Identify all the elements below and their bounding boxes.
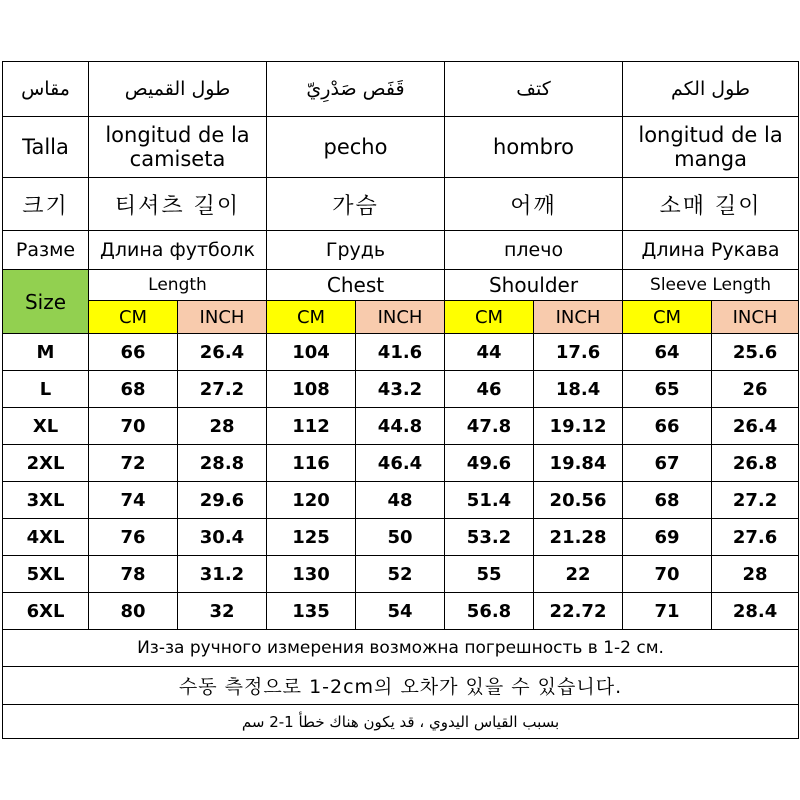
note-row-russian — [3, 630, 799, 667]
cell-value: 46 — [445, 371, 534, 408]
cell-value: 72 — [89, 445, 178, 482]
cell-value: 108 — [267, 371, 356, 408]
shoulder-label-arabic: كتف — [445, 62, 623, 117]
cell-value: 67 — [623, 445, 712, 482]
table-row — [3, 371, 799, 408]
cell-value: 43.2 — [356, 371, 445, 408]
measurement-note-arabic: بسبب القياس اليدوي ، قد يكون هناك خطأ 1-2 سم — [3, 705, 799, 739]
unit-row — [3, 301, 799, 334]
measurement-note-korean: 수동 측정으로 1-2cm의 오차가 있을 수 있습니다. — [3, 667, 799, 705]
sleeve-label-arabic: طول الكم — [623, 62, 799, 117]
unit-cm: CM — [445, 301, 534, 334]
cell-value: 68 — [89, 371, 178, 408]
table-row — [3, 519, 799, 556]
length-header: Length — [89, 270, 267, 301]
length-label-arabic: طول القميص — [89, 62, 267, 117]
header-row-russian — [3, 231, 799, 270]
cell-value: 27.6 — [712, 519, 799, 556]
cell-value: 116 — [267, 445, 356, 482]
cell-value: 22.72 — [534, 593, 623, 630]
cell-value: 19.12 — [534, 408, 623, 445]
cell-value: 56.8 — [445, 593, 534, 630]
header-row-spanish — [3, 117, 799, 178]
size-label-russian: Разме — [3, 231, 89, 270]
cell-value: 76 — [89, 519, 178, 556]
cell-value: 69 — [623, 519, 712, 556]
cell-value: 74 — [89, 482, 178, 519]
sleeve-label-spanish: longitud de la manga — [623, 117, 799, 178]
cell-value: 27.2 — [178, 371, 267, 408]
cell-value: 68 — [623, 482, 712, 519]
size-value: XL — [3, 408, 89, 445]
shoulder-header: Shoulder — [445, 270, 623, 301]
note-row-arabic — [3, 705, 799, 739]
cell-value: 26.4 — [178, 334, 267, 371]
cell-value: 30.4 — [178, 519, 267, 556]
shoulder-label-korean: 어깨 — [445, 178, 623, 231]
cell-value: 29.6 — [178, 482, 267, 519]
sleeve-length-header: Sleeve Length — [623, 270, 799, 301]
unit-inch: INCH — [178, 301, 267, 334]
cell-value: 125 — [267, 519, 356, 556]
cell-value: 66 — [89, 334, 178, 371]
size-value: 6XL — [3, 593, 89, 630]
cell-value: 130 — [267, 556, 356, 593]
cell-value: 135 — [267, 593, 356, 630]
chest-header: Chest — [267, 270, 445, 301]
header-row-arabic — [3, 62, 799, 117]
size-value: 4XL — [3, 519, 89, 556]
cell-value: 112 — [267, 408, 356, 445]
table-row — [3, 445, 799, 482]
length-label-russian: Длина футболк — [89, 231, 267, 270]
cell-value: 25.6 — [712, 334, 799, 371]
chest-label-arabic: قَفَص صَدْرِيّ — [267, 62, 445, 117]
table-row — [3, 334, 799, 371]
unit-inch: INCH — [356, 301, 445, 334]
chest-label-korean: 가슴 — [267, 178, 445, 231]
unit-cm: CM — [623, 301, 712, 334]
size-label-korean: 크기 — [3, 178, 89, 231]
cell-value: 65 — [623, 371, 712, 408]
measurement-note-russian: Из-за ручного измерения возможна погрешность в 1-2 см. — [3, 630, 799, 667]
cell-value: 48 — [356, 482, 445, 519]
cell-value: 66 — [623, 408, 712, 445]
size-value: L — [3, 371, 89, 408]
header-row-english — [3, 270, 799, 301]
length-label-spanish: longitud de la camiseta — [89, 117, 267, 178]
table-row — [3, 482, 799, 519]
unit-cm: CM — [267, 301, 356, 334]
size-value: 3XL — [3, 482, 89, 519]
cell-value: 44 — [445, 334, 534, 371]
cell-value: 55 — [445, 556, 534, 593]
size-label-spanish: Talla — [3, 117, 89, 178]
cell-value: 22 — [534, 556, 623, 593]
cell-value: 80 — [89, 593, 178, 630]
cell-value: 28.8 — [178, 445, 267, 482]
cell-value: 41.6 — [356, 334, 445, 371]
cell-value: 27.2 — [712, 482, 799, 519]
sleeve-label-korean: 소매 길이 — [623, 178, 799, 231]
note-row-korean — [3, 667, 799, 705]
size-value: M — [3, 334, 89, 371]
cell-value: 120 — [267, 482, 356, 519]
size-value: 5XL — [3, 556, 89, 593]
cell-value: 18.4 — [534, 371, 623, 408]
cell-value: 26.4 — [712, 408, 799, 445]
unit-cm: CM — [89, 301, 178, 334]
size-label-arabic: مقاس — [3, 62, 89, 117]
cell-value: 20.56 — [534, 482, 623, 519]
cell-value: 44.8 — [356, 408, 445, 445]
cell-value: 52 — [356, 556, 445, 593]
cell-value: 54 — [356, 593, 445, 630]
cell-value: 32 — [178, 593, 267, 630]
cell-value: 53.2 — [445, 519, 534, 556]
cell-value: 78 — [89, 556, 178, 593]
cell-value: 64 — [623, 334, 712, 371]
cell-value: 28 — [712, 556, 799, 593]
cell-value: 47.8 — [445, 408, 534, 445]
table-row — [3, 408, 799, 445]
shoulder-label-russian: плечо — [445, 231, 623, 270]
table-row — [3, 556, 799, 593]
cell-value: 28.4 — [712, 593, 799, 630]
cell-value: 21.28 — [534, 519, 623, 556]
cell-value: 19.84 — [534, 445, 623, 482]
size-header: Size — [3, 270, 89, 334]
sleeve-label-russian: Длина Рукава — [623, 231, 799, 270]
header-row-korean — [3, 178, 799, 231]
unit-inch: INCH — [534, 301, 623, 334]
length-label-korean: 티셔츠 길이 — [89, 178, 267, 231]
cell-value: 71 — [623, 593, 712, 630]
chest-label-russian: Грудь — [267, 231, 445, 270]
cell-value: 17.6 — [534, 334, 623, 371]
cell-value: 28 — [178, 408, 267, 445]
cell-value: 26.8 — [712, 445, 799, 482]
size-value: 2XL — [3, 445, 89, 482]
cell-value: 50 — [356, 519, 445, 556]
cell-value: 26 — [712, 371, 799, 408]
cell-value: 51.4 — [445, 482, 534, 519]
cell-value: 104 — [267, 334, 356, 371]
table-row — [3, 593, 799, 630]
shoulder-label-spanish: hombro — [445, 117, 623, 178]
unit-inch: INCH — [712, 301, 799, 334]
cell-value: 46.4 — [356, 445, 445, 482]
cell-value: 70 — [89, 408, 178, 445]
chest-label-spanish: pecho — [267, 117, 445, 178]
cell-value: 49.6 — [445, 445, 534, 482]
size-chart-table — [2, 61, 799, 739]
cell-value: 31.2 — [178, 556, 267, 593]
cell-value: 70 — [623, 556, 712, 593]
